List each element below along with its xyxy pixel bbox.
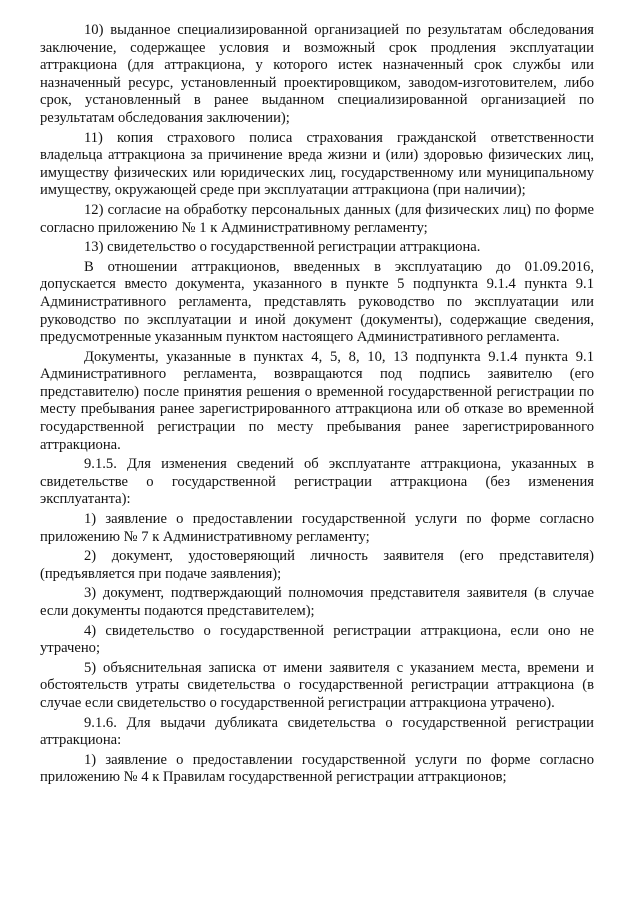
paragraph-item-11: 11) копия страхового полиса страхования гражданской ответственности владельца аттракциона за причинение вреда жизни и (или) здоровью физических лиц, имуществу физических или юридических лиц, государственному или муниципальному имуществу, окружающей среде при эксплуатации аттракциона (при наличии); — [40, 129, 594, 199]
paragraph-9-1-5-item-5: 5) объяснительная записка от имени заявителя с указанием места, времени и обстоятельств утраты свидетельства о государственной регистрации аттракциона (в случае если свидетельство о государственной регистрации аттракциона утрачено). — [40, 659, 594, 711]
paragraph-9-1-6-item-1: 1) заявление о предоставлении государственной услуги по форме согласно приложению № 4 к Правилам государственной регистрации аттракционов; — [40, 751, 594, 786]
paragraph-item-13: 13) свидетельство о государственной регистрации аттракциона. — [84, 239, 481, 256]
paragraph-documents-return: Документы, указанные в пунктах 4, 5, 8, 10, 13 подпункта 9.1.4 пункта 9.1 Административного регламента, возвращаются под подпись заявителю (его представителю) после принятия решения о временной государственной регистрации по месту пребывания ранее зарегистрированного аттракциона или об отказе во временной государственной регистрации по месту пребывания ранее зарегистрированного аттракциона. — [40, 348, 594, 453]
paragraph-item-12: 12) согласие на обработку персональных данных (для физических лиц) по форме согласно приложению № 1 к Административному регламенту; — [40, 201, 594, 236]
paragraph-item-10: 10) выданное специализированной организацией по результатам обследования заключение, содержащее условия и возможный срок продления эксплуатации аттракциона (для аттракциона, у которого истек назначенный срок службы или назначенный ресурс, установленный проектировщиком, заводом-изготовителем, либо срок, установленный в ранее выданном специализированной организацией по результатам обследования заключении); — [40, 22, 594, 126]
section-heading-9-1-6: 9.1.6. Для выдачи дубликата свидетельства о государственной регистрации аттракциона: — [40, 714, 594, 749]
document-page — [40, 22, 594, 789]
paragraph-9-1-5-item-1: 1) заявление о предоставлении государственной услуги по форме согласно приложению № 7 к Административному регламенту; — [40, 511, 594, 545]
paragraph-9-1-5-item-3: 3) документ, подтверждающий полномочия представителя заявителя (в случае если документы подаются представителем); — [40, 585, 594, 619]
section-heading-9-1-5: 9.1.5. Для изменения сведений об эксплуатанте аттракциона, указанных в свидетельстве о государственной регистрации аттракциона (без изменения эксплуатанта): — [40, 456, 594, 508]
paragraph-exception-note: В отношении аттракционов, введенных в эксплуатацию до 01.09.2016, допускается вместо документа, указанного в пункте 5 подпункта 9.1.4 пункта 9.1 Административного регламента, представлять руководство по эксплуатации или руководство по эксплуатации и иной документ (документы), содержащие сведения, предусмотренные указанным пунктом настоящего Административного регламента. — [40, 258, 594, 346]
paragraph-9-1-5-item-2: 2) документ, удостоверяющий личность заявителя (его представителя) (предъявляется при подаче заявления); — [40, 548, 594, 582]
paragraph-9-1-5-item-4: 4) свидетельство о государственной регистрации аттракциона, если оно не утрачено; — [40, 622, 594, 657]
